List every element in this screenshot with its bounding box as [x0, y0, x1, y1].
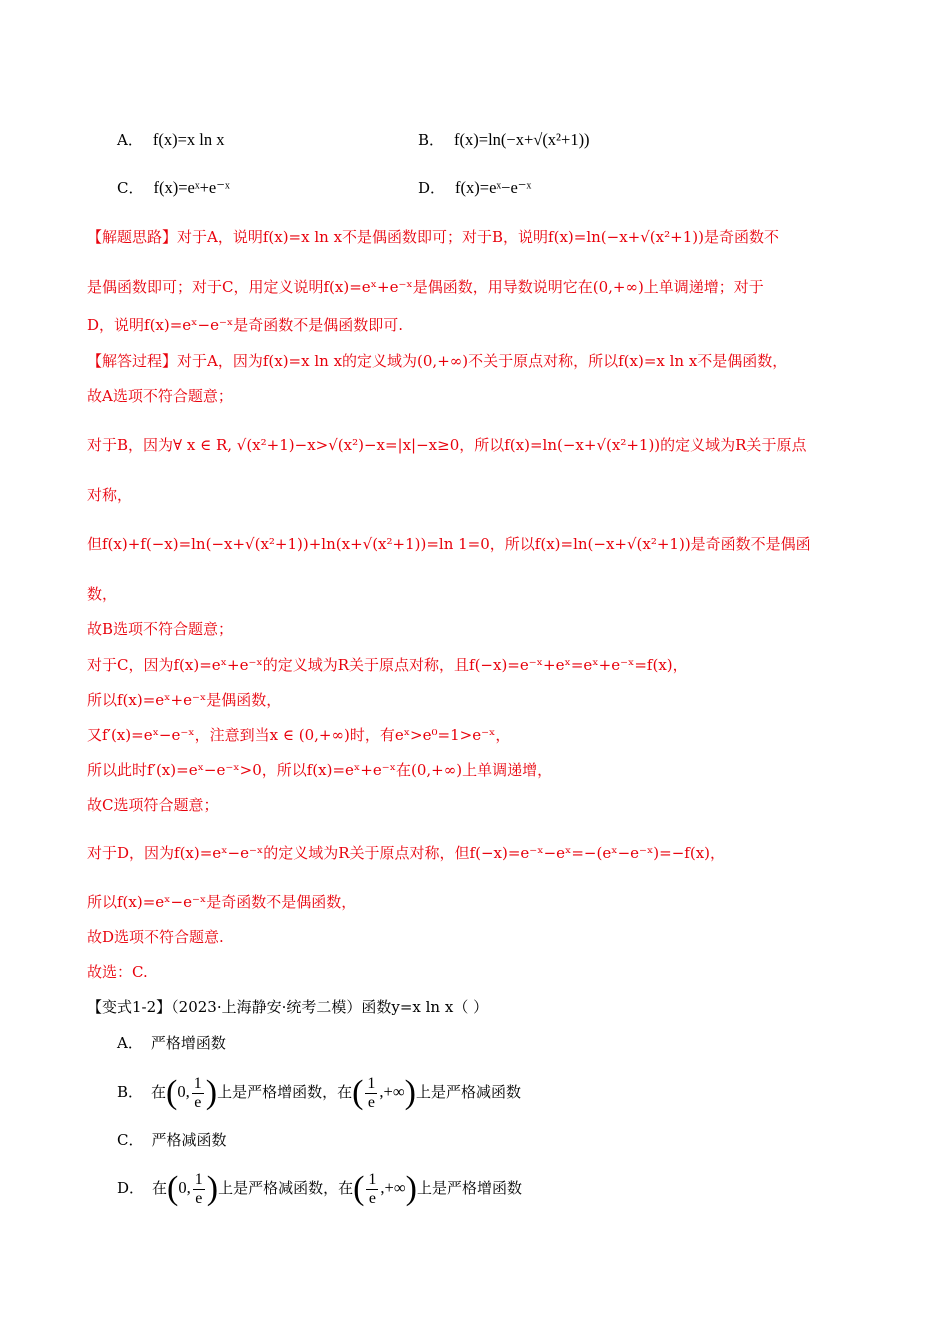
fraction-one-over-e: $\frac{1}{e}$	[194, 1170, 203, 1207]
q1-option-a: A． f(x)=x ln x	[117, 130, 225, 149]
thinking-line-2: 是偶函数即可；对于C，用定义说明f(x)=eˣ+e⁻ˣ是偶函数，用导数说明它在(0,+∞)上单调递增；对于	[87, 278, 764, 296]
q1-option-d-expr: f(x)=eˣ−e⁻ˣ	[455, 178, 532, 197]
variant-option-b: B． 在(0, $\frac{1}{e}$ )上是严格增函数，在( $\frac{1}{e}$ ,+∞)上是严格减函数	[117, 1074, 521, 1111]
fraction-one-over-e: $\frac{1}{e}$	[193, 1074, 202, 1111]
solution-b-line-4: 数，	[87, 585, 118, 603]
solution-d-line-3: 故D选项不符合题意.	[87, 928, 224, 946]
solution-b-line-1: 对于B，因为∀ x ∈ R, √(x²+1)−x>√(x²)−x=|x|−x≥0，所以f(x)=ln(−x+√(x²+1))的定义域为R关于原点	[87, 436, 807, 454]
q1-option-d: D． f(x)=eˣ−e⁻ˣ	[418, 178, 532, 197]
solution-answer: 故选：C.	[87, 963, 148, 981]
solution-b-line-5: 故B选项不符合题意；	[87, 620, 234, 638]
solution-a-line-2: 故A选项不符合题意；	[87, 387, 233, 405]
solution-d-line-2: 所以f(x)=eˣ−e⁻ˣ是奇函数不是偶函数，	[87, 893, 357, 911]
variant-option-a: A． 严格增函数	[117, 1034, 226, 1052]
variant-option-c: C． 严格减函数	[117, 1131, 227, 1149]
solution-b-line-2: 对称，	[87, 486, 133, 504]
q1-option-c-expr: f(x)=eˣ+e⁻ˣ	[153, 178, 230, 197]
thinking-line-1: 【解题思路】对于A，说明f(x)=x ln x不是偶函数即可；对于B，说明f(x)=ln(−x+√(x²+1))是奇函数不	[87, 228, 779, 246]
solution-b-line-3: 但f(x)+f(−x)=ln(−x+√(x²+1))+ln(x+√(x²+1))=ln 1=0，所以f(x)=ln(−x+√(x²+1))是奇函数不是偶函	[87, 535, 811, 553]
q1-option-b: B． f(x)=ln(−x+√(x²+1))	[418, 130, 590, 149]
variant-title: 【变式1-2】（2023·上海静安·统考二模）函数y=x ln x（ ）	[87, 998, 489, 1016]
solution-c-line-1: 对于C，因为f(x)=eˣ+e⁻ˣ的定义域为R关于原点对称，且f(−x)=e⁻ˣ+eˣ=eˣ+e⁻ˣ=f(x)，	[87, 656, 688, 674]
q1-option-b-expr: f(x)=ln(−x+√(x²+1))	[454, 130, 590, 149]
solution-c-line-3: 又f′(x)=eˣ−e⁻ˣ，注意到当x ∈ (0,+∞)时，有eˣ>e⁰=1>e⁻ˣ，	[87, 726, 511, 744]
solution-c-line-4: 所以此时f′(x)=eˣ−e⁻ˣ>0，所以f(x)=eˣ+e⁻ˣ在(0,+∞)上单调递增，	[87, 761, 553, 779]
solution-c-line-5: 故C选项符合题意；	[87, 796, 219, 814]
q1-option-c: C． f(x)=eˣ+e⁻ˣ	[117, 178, 230, 197]
fraction-one-over-e: $\frac{1}{e}$	[368, 1170, 377, 1207]
solution-a-line-1: 【解答过程】对于A，因为f(x)=x ln x的定义域为(0,+∞)不关于原点对称，所以f(x)=x ln x不是偶函数，	[87, 352, 788, 370]
q1-option-a-expr: f(x)=x ln x	[152, 130, 225, 149]
solution-d-line-1: 对于D，因为f(x)=eˣ−e⁻ˣ的定义域为R关于原点对称，但f(−x)=e⁻ˣ−eˣ=−(eˣ−e⁻ˣ)=−f(x)，	[87, 844, 726, 862]
fraction-one-over-e: $\frac{1}{e}$	[367, 1074, 376, 1111]
variant-option-d: D． 在(0, $\frac{1}{e}$ )上是严格减函数，在( $\frac{1}{e}$ ,+∞)上是严格增函数	[117, 1170, 522, 1207]
solution-c-line-2: 所以f(x)=eˣ+e⁻ˣ是偶函数，	[87, 691, 282, 709]
thinking-line-3: D，说明f(x)=eˣ−e⁻ˣ是奇函数不是偶函数即可.	[87, 316, 404, 334]
